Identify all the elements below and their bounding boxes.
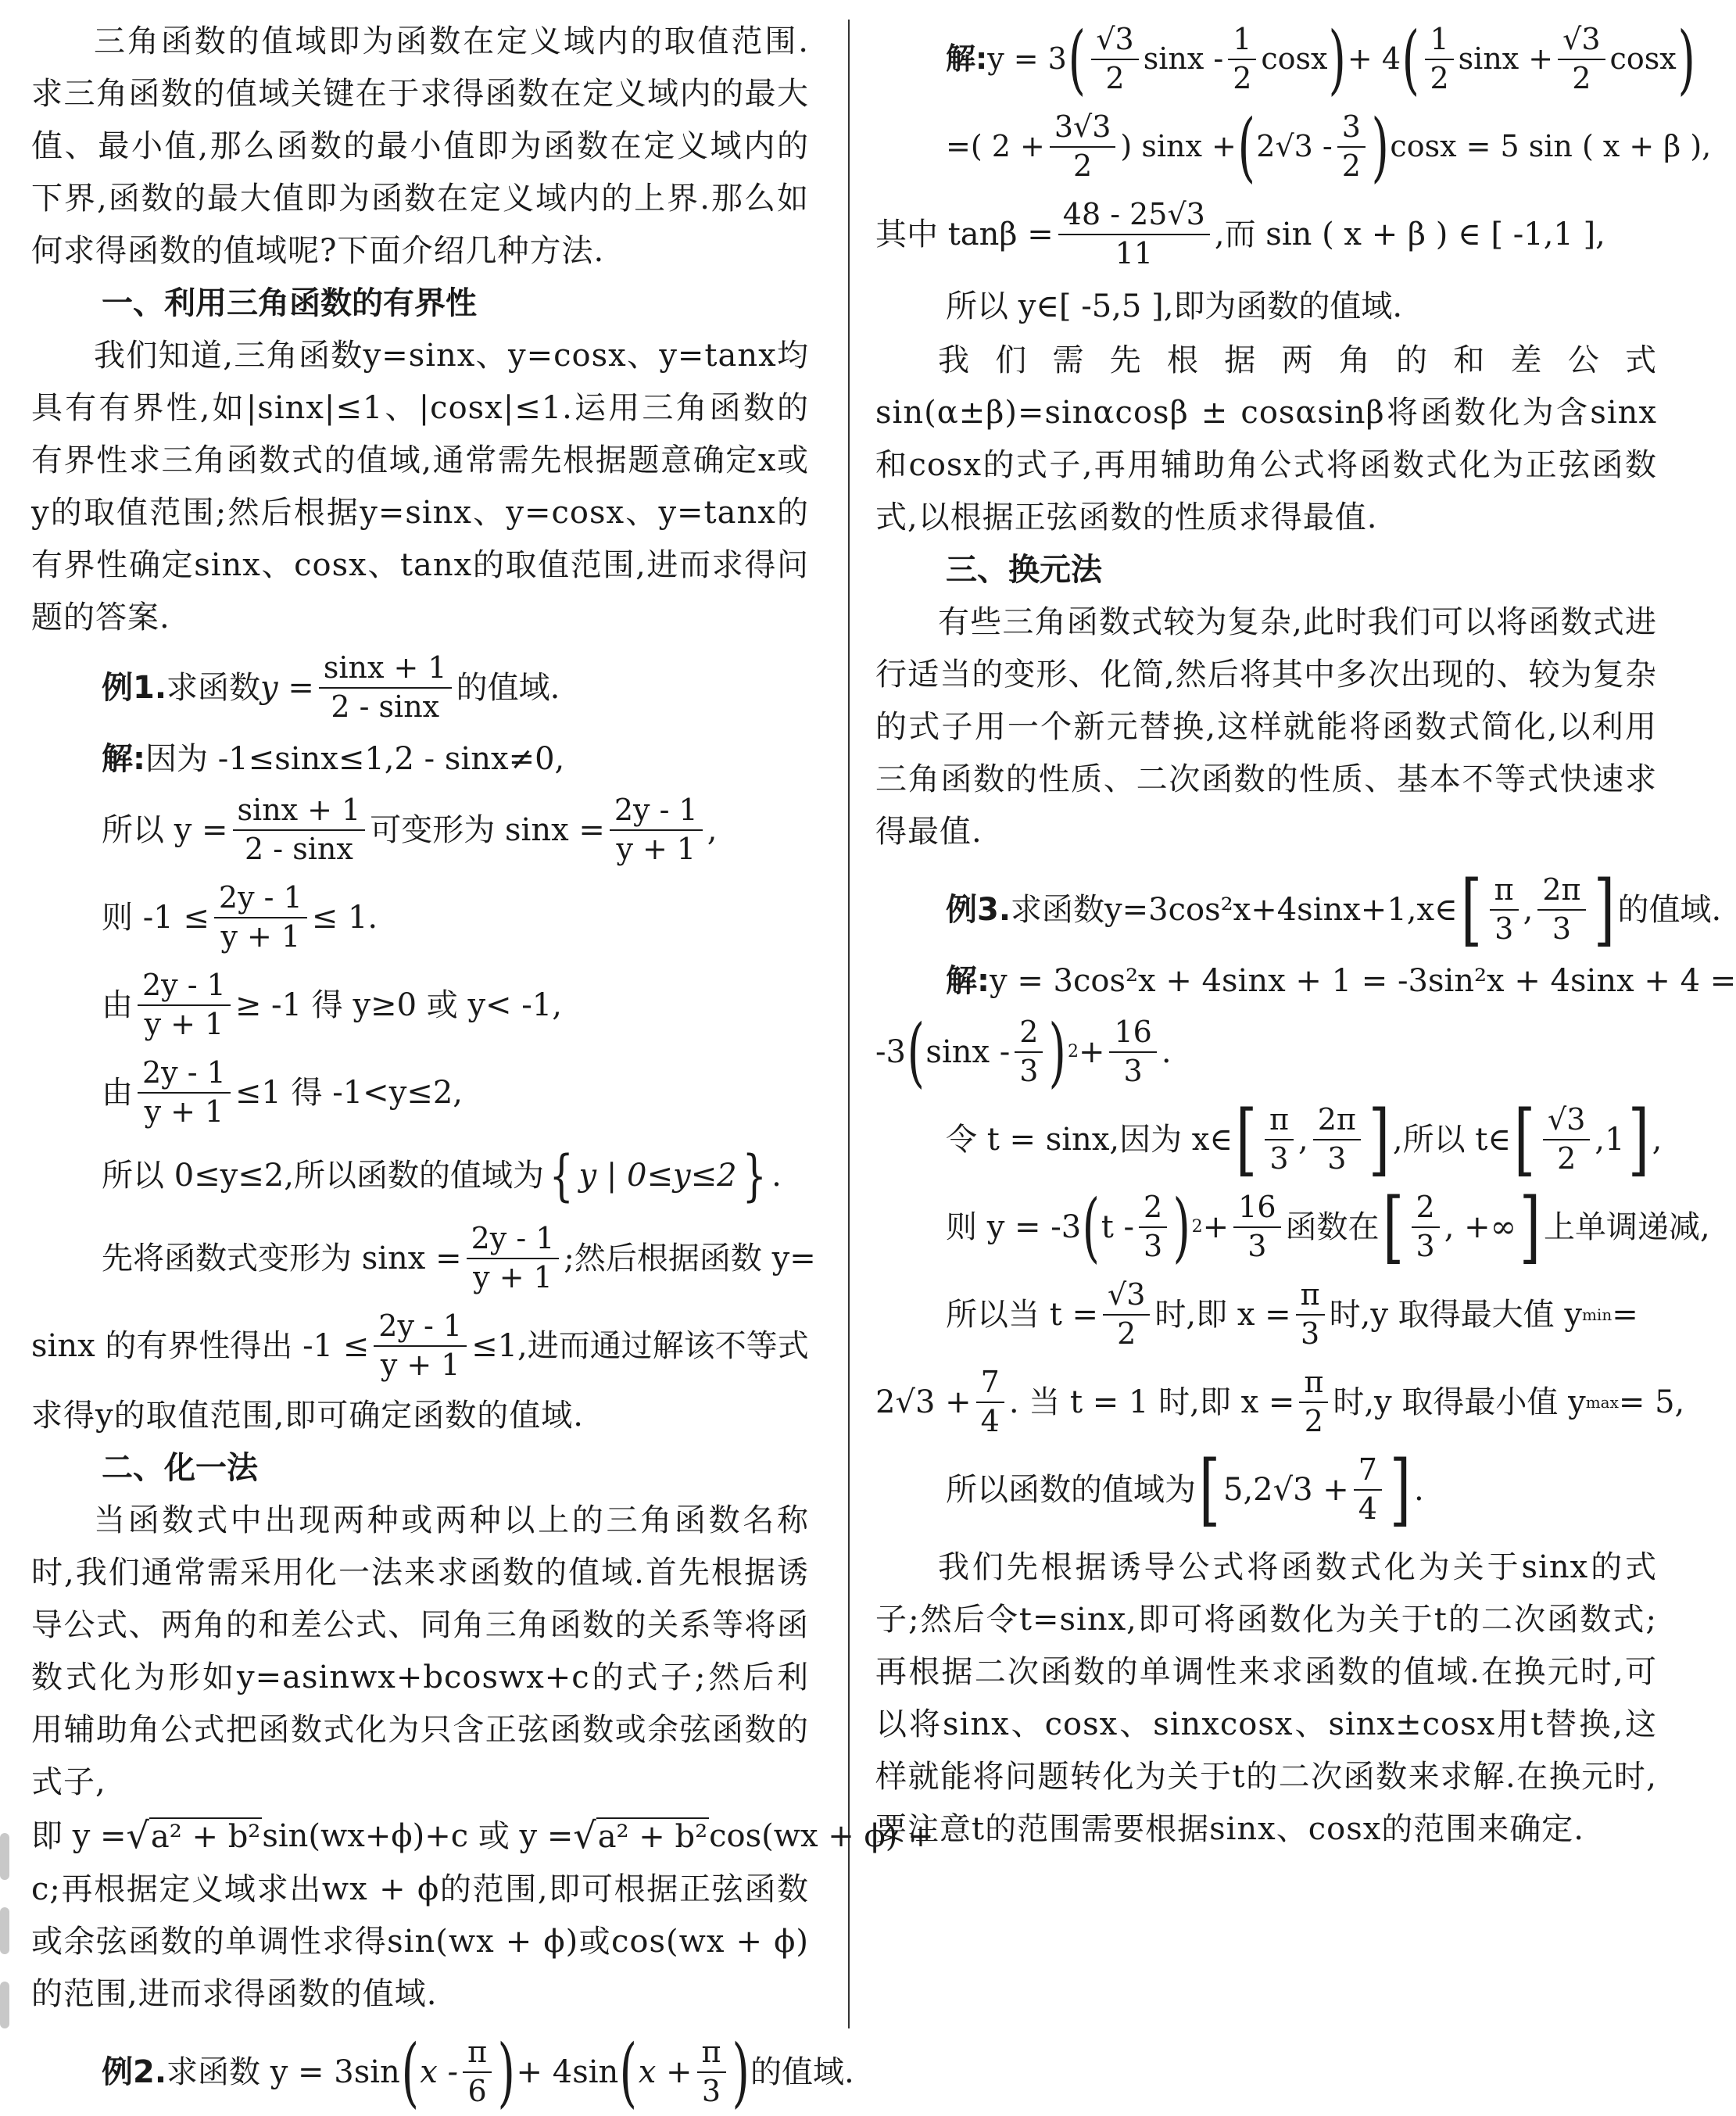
column-divider <box>848 20 850 2028</box>
section-1-paragraph: 我们知道,三角函数y=sinx、y=cosx、y=tanx均具有有界性,如|sinx|≤1、|cosx|≤1.运用三角函数的有界性求三角函数式的值域,通常需先根据题意确定x或y的取值范围;然后根据y=sinx、y=cosx、y=tanx的有界性确定sinx、cosx、tanx的取值范围,进而求得问题的答案. <box>31 338 809 636</box>
left-column <box>31 16 934 2116</box>
solution-1-line-1: 解: 因为 -1≤sinx≤1,2 - sinx≠0, <box>102 741 565 777</box>
example-1: 例1. 求函数 y = $\frac{\sin x + 1}{2 - \sin x}$ 的值域. <box>102 650 560 724</box>
section-3-paragraph: 有些三角函数式较为复杂,此时我们可以将函数式进行适当的变形、化简,然后将其中多次出现的、较为复杂的式子用一个新元替换,这样就能将函数式简化,以利用三角函数的性质、二次函数的性质、基本不等式快速求得最值. <box>875 604 1657 850</box>
solution-1-line-4: 由 $\frac{2y - 1}{y + 1}$ ≥ -1 得 y≥0 或 y< -1, <box>102 968 562 1041</box>
right-column <box>875 15 1736 1856</box>
example-3: 例3. 求函数y=3cos²x+4sinx+1,x∈ [ $\frac{\pi}{3}$ , $\frac{2\pi}{3}$ ] 的值域. <box>946 864 1722 955</box>
solution-2-line-1: 解: y = 3 ( $\frac{√3}{2}$ sinx - $\frac{1}{2}$ cosx ) + 4 ( $\frac{1}{2}$ sinx + $\frac{√3}{2}$ cosx ) <box>946 15 1695 103</box>
section-2-paragraph: 当函数式中出现两种或两种以上的三角函数名称时,我们通常需采用化一法来求函数的值域.首先根据诱导公式、两角的和差公式、同角三角函数的关系等将函数式化为形如y=asinwx+bcoswx+c的式子;然后利用辅助角公式把函数式化为只含正弦函数或余弦函数的式子, <box>31 1502 809 1800</box>
example-2: 例2. 求函数 y = 3sin ( x - $\frac{\pi}{6}$ ) + 4sin ( x + $\frac{\pi}{3}$ ) 的值域. <box>102 2028 854 2116</box>
section-heading-3: 三、换元法 <box>946 552 1102 588</box>
solution-1-line-2: 所以 y = $\frac{\sin x + 1}{2 - \sin x}$ 可变形为 sinx = $\frac{2y - 1}{y + 1}$ , <box>102 793 718 866</box>
solution-1-line-5: 由 $\frac{2y - 1}{y + 1}$ ≤1 得 -1<y≤2, <box>102 1055 463 1129</box>
solution-3-line-1: 解: y = 3cos²x + 4sinx + 1 = -3sin²x + 4sinx + 4 = <box>946 963 1736 999</box>
section-2-tail: c;再根据定义域求出wx + ϕ的范围,即可根据正弦函数或余弦函数的单调性求得sin(wx + ϕ)或cos(wx + ϕ)的范围,进而求得函数的值域. <box>31 1871 809 2012</box>
section-heading-1: 一、利用三角函数的有界性 <box>102 285 477 321</box>
solution-3-line-6: 2√3 + $\frac{7}{4}$ . 当 t = 1 时,即 x = $\frac{\pi}{2}$ 时,y 取得最小值 y max = 5, <box>875 1365 1685 1438</box>
solution-3-line-2: -3 ( sinx - $\frac{2}{3}$ ) 2 + $\frac{16}{3}$ . <box>875 1008 1172 1096</box>
solution-2-line-3: 其中 tanβ = $\frac{48 - 25√3}{11}$ ,而 sin ( x + β ) ∈ [ -1,1 ], <box>875 197 1605 270</box>
solution-1-line-6: 所以 0≤y≤2,所以函数的值域为 { y | 0≤y≤2 } . <box>102 1143 782 1208</box>
intro-paragraph: 三角函数的值域即为函数在定义域内的取值范围.求三角函数的值域关键在于求得函数在定义域内的最大值、最小值,那么函数的最小值即为函数在定义域内的下界,函数的最大值即为函数在定义域内的上界.那么如何求得函数的值域呢?下面介绍几种方法. <box>31 23 809 269</box>
solution-3-line-5: 所以当 t = $\frac{√3}{2}$ 时,即 x = $\frac{\pi}{3}$ 时,y 取得最大值 y min = <box>946 1277 1638 1351</box>
page-edge-mark <box>0 1833 9 1880</box>
solution-3-line-4: 则 y = -3 ( t - $\frac{2}{3}$ ) 2 + $\frac{16}{3}$ 函数在 [ $\frac{2}{3}$ , +∞ ] 上单调递减, <box>946 1181 1710 1273</box>
solution-2-line-4: 所以 y∈[ -5,5 ],即为函数的值域. <box>946 288 1403 324</box>
page-edge-mark <box>0 1907 9 1954</box>
note-3-paragraph: 我们先根据诱导公式将函数式化为关于sinx的式子;然后令t=sinx,即可将函数化为关于t的二次函数式;再根据二次函数的单调性来求函数的值域.在换元时,可以将sinx、cosx、sinxcosx、sinx±cosx用t替换,这样就能将问题转化为关于t的二次函数来求解.在换元时,要注意t的范围需要根据sinx、cosx的范围来确定. <box>875 1549 1657 1847</box>
solution-3-line-7: 所以函数的值域为 [ 5,2√3 + $\frac{7}{4}$ ] . <box>946 1444 1424 1535</box>
solution-1-line-3: 则 -1 ≤ $\frac{2y - 1}{y + 1}$ ≤ 1. <box>102 880 378 954</box>
note-1-line-2: sinx 的有界性得出 -1 ≤ $\frac{2y - 1}{y + 1}$ ≤1,进而通过解该不等式 <box>31 1309 809 1382</box>
solution-3-line-3: 令 t = sinx,因为 x∈ [ $\frac{\pi}{3}$ , $\frac{2\pi}{3}$ ] ,所以 t∈ [ $\frac{√3}{2}$ ,1 ] , <box>946 1094 1663 1185</box>
note-2-paragraph: 我们需先根据两角的和差公式sin(α±β)=sinαcosβ ± cosαsinβ将函数化为含sinx和cosx的式子,再用辅助角公式将函数式化为正弦函数式,以根据正弦函数的性质求得最值. <box>875 342 1657 535</box>
section-heading-2: 二、化一法 <box>102 1450 258 1486</box>
solution-2-line-2: =( 2 + $\frac{3√3}{2}$ ) sinx + ( 2√3 - $\frac{3}{2}$ ) cosx = 5 sin ( x + β ), <box>946 102 1712 191</box>
note-1-line-3: 求得y的取值范围,即可确定函数的值域. <box>31 1398 585 1434</box>
auxiliary-angle-formula: 即 y = √ a² + b² sin(wx+ϕ)+c 或 y = √ a² + b² cos(wx + ϕ) + <box>31 1814 934 1856</box>
page-edge-mark <box>0 1982 9 2028</box>
note-1-line-1: 先将函数式变形为 sinx = $\frac{2y - 1}{y + 1}$ ;然后根据函数 y= <box>102 1221 816 1294</box>
fraction: $\frac{\sin x + 1}{2 - \sin x}$ <box>319 651 452 724</box>
